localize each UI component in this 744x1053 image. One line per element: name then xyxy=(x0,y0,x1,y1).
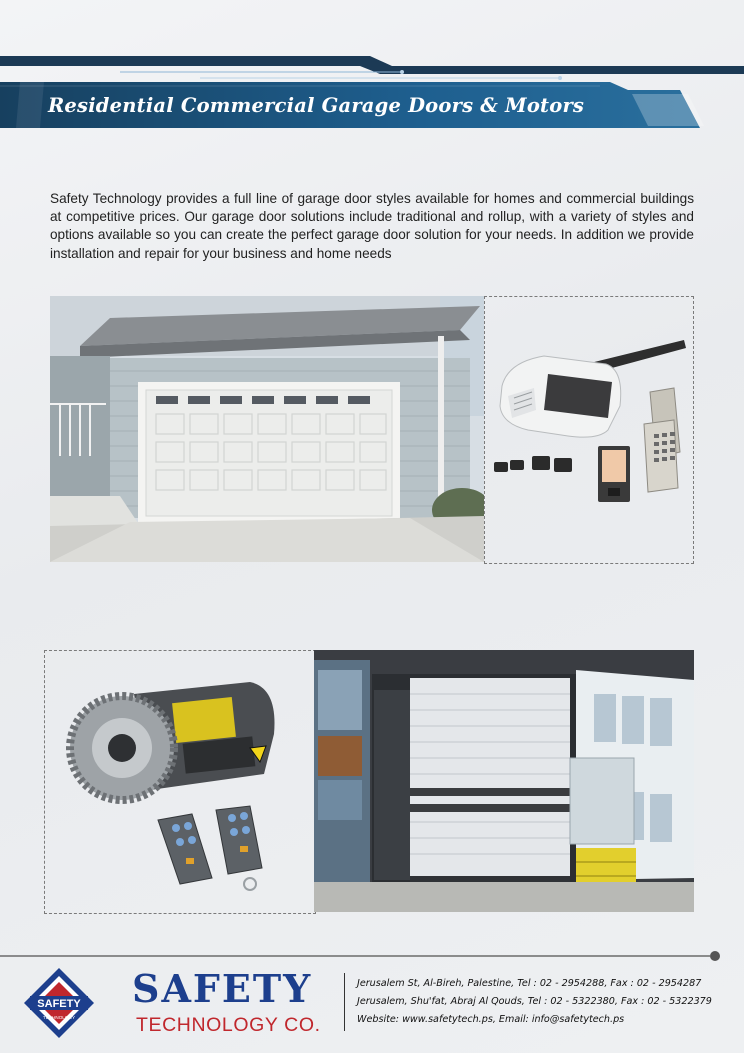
logo-subtext: TECHNOLOGY xyxy=(42,1015,76,1020)
garage-opener-photo xyxy=(488,326,688,526)
footer-separator xyxy=(344,973,345,1031)
logo-text: SAFETY xyxy=(37,998,81,1010)
company-subtitle: TECHNOLOGY CO. xyxy=(136,1014,321,1036)
company-name: SAFETY xyxy=(132,966,313,1011)
contact-line-3: Website: www.safetytech.ps, Email: info@safetytech.ps xyxy=(357,1014,625,1025)
header-banner xyxy=(0,56,744,128)
footer-divider xyxy=(0,950,744,962)
intro-paragraph: Safety Technology provides a full line of garage door styles available for homes and commercial buildings at competitive prices. Our garage door solutions include traditional and rollup, with a variety of styles and options available so you can create the perfect garage door solution for your needs. In addition we provide installation and repair for your business and home needs xyxy=(50,191,694,261)
page-title: Residential Commercial Garage Doors & Motors xyxy=(48,94,585,117)
house-garage-photo xyxy=(50,296,484,562)
safety-logo-icon xyxy=(22,966,96,1040)
roller-motor-photo xyxy=(64,670,304,900)
high-speed-door-photo xyxy=(314,650,694,912)
contact-line-1: Jerusalem St, Al-Bireh, Palestine, Tel : 02 - 2954288, Fax : 02 - 2954287 xyxy=(357,978,702,989)
contact-line-2: Jerusalem, Shu'fat, Abraj Al Qouds, Tel : 02 - 5322380, Fax : 02 - 5322379 xyxy=(357,996,712,1007)
